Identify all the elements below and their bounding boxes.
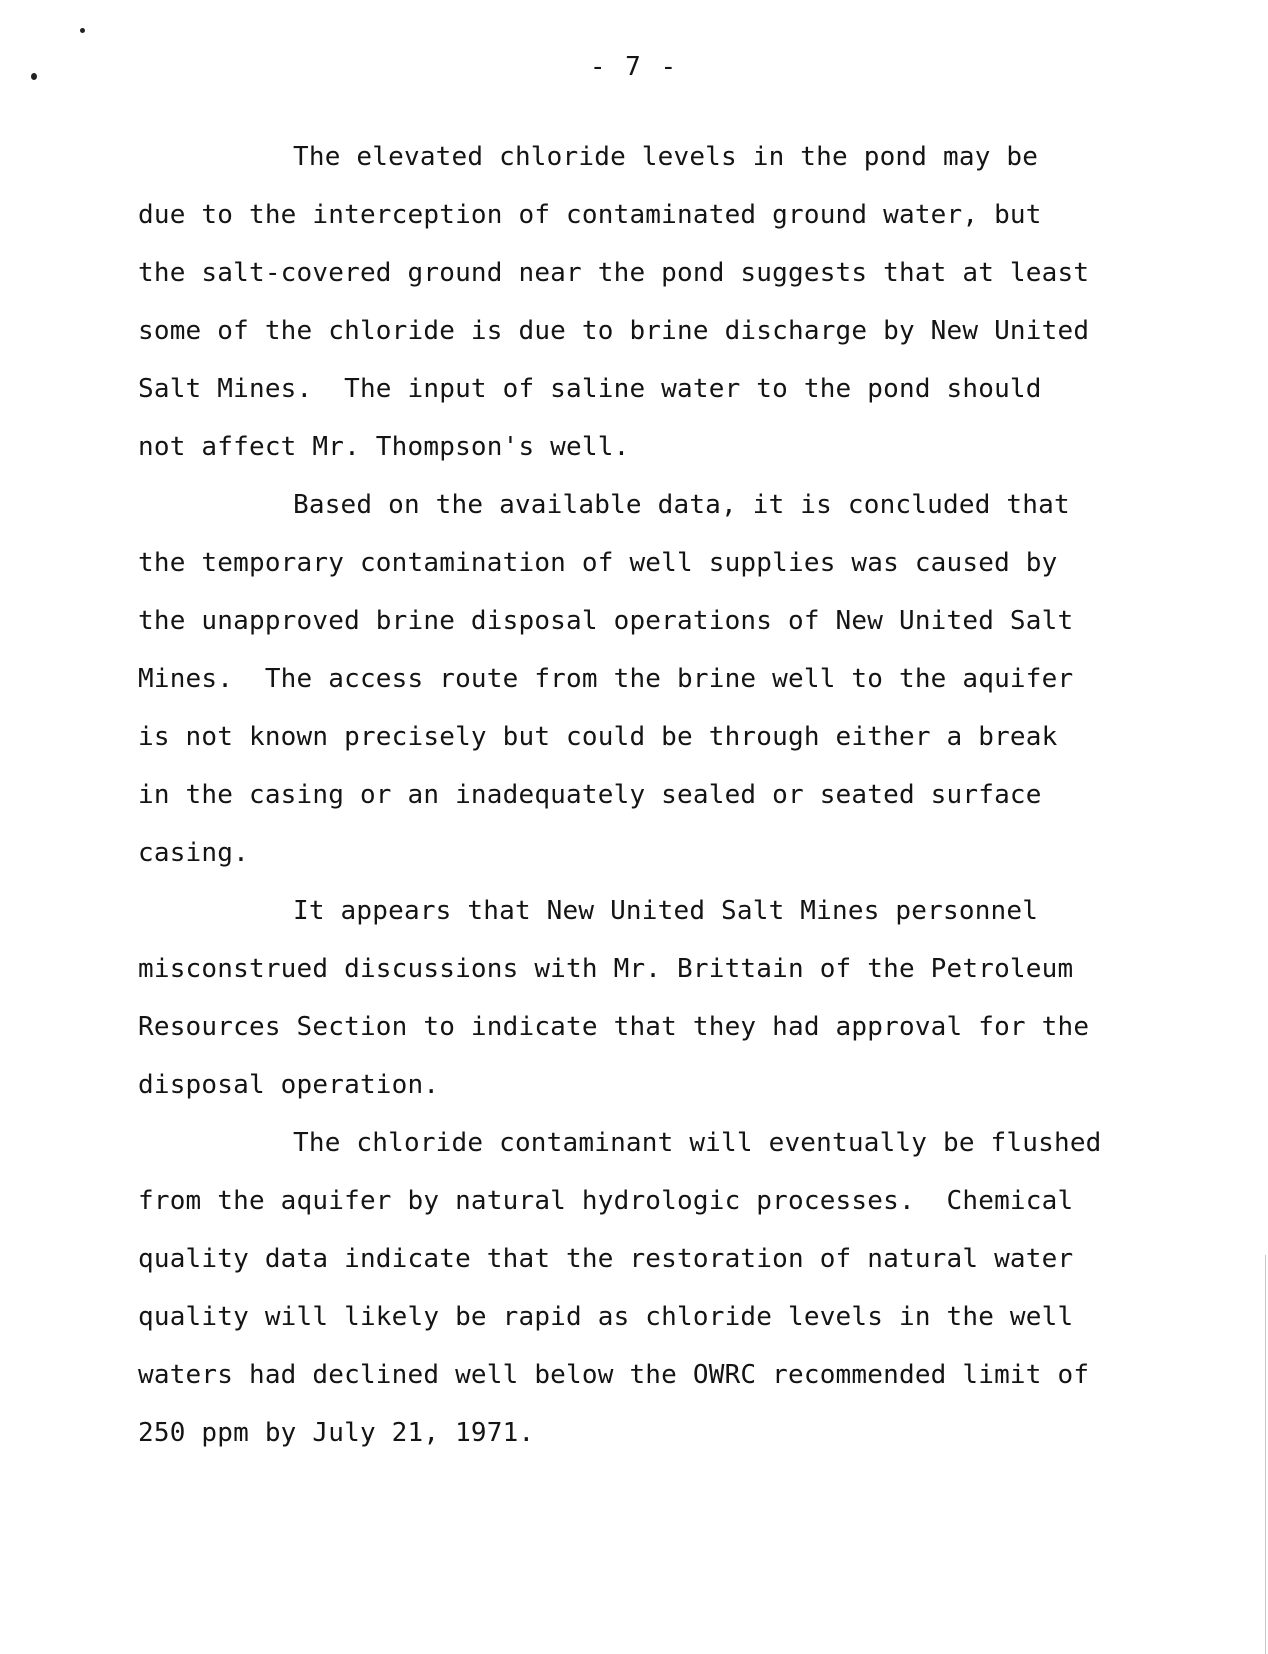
- paragraph-4-line-5: waters had declined well below the OWRC recommended limit of: [138, 1360, 1090, 1390]
- paragraph-2-line-7: casing.: [138, 838, 249, 868]
- paragraph-1-line-4: some of the chloride is due to brine discharge by New United: [138, 316, 1090, 346]
- paragraph-2-line-4: Mines. The access route from the brine well to the aquifer: [138, 664, 1074, 694]
- paragraph-4-line-6: 250 ppm by July 21, 1971.: [138, 1418, 535, 1448]
- paragraph-4-line-4: quality will likely be rapid as chloride levels in the well: [138, 1302, 1074, 1332]
- paragraph-3-line-1: It appears that New United Salt Mines personnel: [293, 896, 1039, 926]
- scan-speck: [80, 28, 85, 33]
- paragraph-2-line-3: the unapproved brine disposal operations of New United Salt: [138, 606, 1074, 636]
- paragraph-3-line-2: misconstrued discussions with Mr. Brittain of the Petroleum: [138, 954, 1074, 984]
- paragraph-1-line-5: Salt Mines. The input of saline water to the pond should: [138, 374, 1042, 404]
- paragraph-3-line-3: Resources Section to indicate that they had approval for the: [138, 1012, 1090, 1042]
- paragraph-1-line-6: not affect Mr. Thompson's well.: [138, 432, 630, 462]
- paragraph-4-line-1: The chloride contaminant will eventually be flushed: [293, 1128, 1102, 1158]
- scan-edge-line: [1265, 1255, 1266, 1654]
- page-number: - 7 -: [589, 52, 679, 82]
- paragraph-1-line-1: The elevated chloride levels in the pond may be: [293, 142, 1039, 172]
- paragraph-2-line-6: in the casing or an inadequately sealed or seated surface: [138, 780, 1042, 810]
- paragraph-2-line-1: Based on the available data, it is concluded that: [293, 490, 1070, 520]
- paragraph-4-line-3: quality data indicate that the restoration of natural water: [138, 1244, 1074, 1274]
- paragraph-3-line-4: disposal operation.: [138, 1070, 440, 1100]
- paragraph-4-line-2: from the aquifer by natural hydrologic processes. Chemical: [138, 1186, 1074, 1216]
- paragraph-2-line-2: the temporary contamination of well supplies was caused by: [138, 548, 1058, 578]
- paragraph-2-line-5: is not known precisely but could be through either a break: [138, 722, 1058, 752]
- paragraph-1-line-3: the salt-covered ground near the pond suggests that at least: [138, 258, 1090, 288]
- paragraph-1-line-2: due to the interception of contaminated ground water, but: [138, 200, 1042, 230]
